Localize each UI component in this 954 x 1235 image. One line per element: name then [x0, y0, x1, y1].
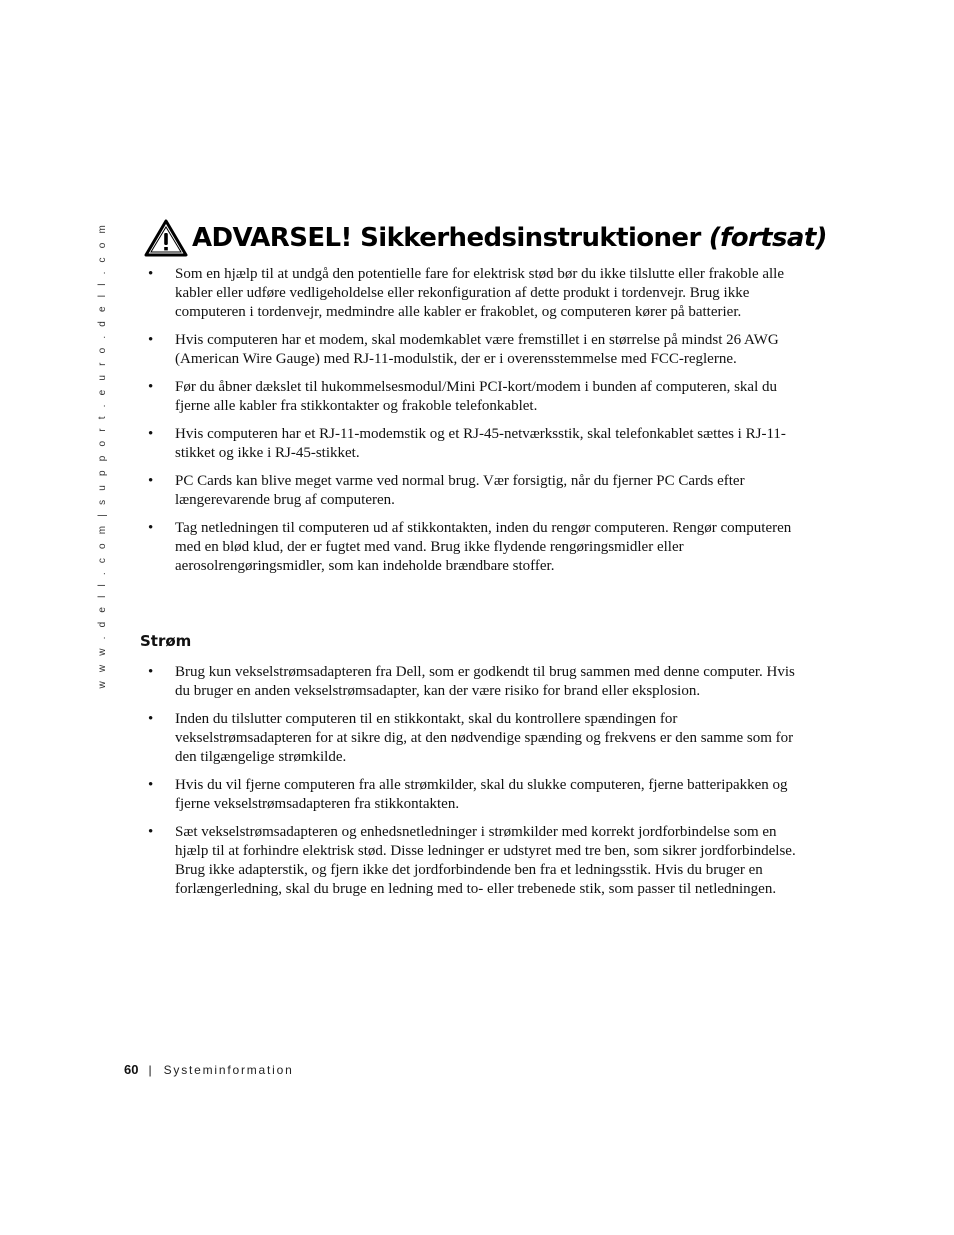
list-item: • Tag netledningen til computeren ud af stikkontakten, inden du rengør computeren. Rengør computeren med en blød klud, der er fugtet med vand. Brug ikke flydende rengøringsmidler eller aerosolrengøringsmidler, som kan indeholde brændbare stoffer.: [175, 519, 800, 576]
warning-triangle-icon: [144, 219, 188, 257]
list-item: • Før du åbner dækslet til hukommelsesmodul/Mini PCI-kort/modem i bunden af computeren, skal du fjerne alle kabler fra stikkontakter og frakoble telefonkablet.: [175, 378, 800, 416]
list-item: • Sæt vekselstrømsadapteren og enhedsnetledninger i strømkilder med korrekt jordforbindelse som en hjælp til at forhindre elektrisk stød. Disse ledninger er udstyret med tre ben, som sikrer jordforbindelse. Brug ikke adapterstik, og fjern ikke det jordforbindende ben fra et ledningsstik. Hvis du bruger en forlængerledning, skal du bruge en ledning med to- eller trebenede stik, som passer til netledningen.: [175, 823, 800, 899]
list-item: • Inden du tilslutter computeren til en stikkontakt, skal du kontrollere spændingen for vekselstrømsadapteren for at sikre dig, at den nødvendige spænding og frekvens er den samme som for den tilgængelige strømkilde.: [175, 710, 800, 767]
page-number: 60: [124, 1062, 139, 1077]
title-text: [192, 223, 827, 253]
section-heading-power: Strøm: [140, 632, 192, 650]
list-item: • Hvis du vil fjerne computeren fra alle strømkilder, skal du slukke computeren, fjerne batteripakken og fjerne vekselstrømsadapteren fra stikkontakten.: [175, 776, 800, 814]
safety-bullet-list: [175, 265, 800, 585]
page-title: [144, 218, 827, 258]
page-footer: [124, 1062, 294, 1077]
title-main: ADVARSEL! Sikkerhedsinstruktioner: [192, 223, 701, 253]
power-bullet-list: [175, 663, 800, 908]
footer-separator: |: [148, 1063, 152, 1077]
list-item: • Som en hjælp til at undgå den potentielle fare for elektrisk stød bør du ikke tilslutte eller frakoble alle kabler eller udføre vedligeholdelse eller rekonfiguration af dette produkt i tordenvejr. Brug ikke computeren i tordenvejr, medmindre alle kabler er frakoblet, og computeren kører på batterier.: [175, 265, 800, 322]
footer-section-name: Systeminformation: [163, 1063, 294, 1077]
list-item: • Hvis computeren har et RJ-11-modemstik og et RJ-45-netværksstik, skal telefonkablet sættes i RJ-11-stikket og ikke i RJ-45-stikket.: [175, 425, 800, 463]
title-italic: (fortsat): [708, 223, 827, 253]
list-item: • Hvis computeren har et modem, skal modemkablet være fremstillet i en størrelse på mindst 26 AWG (American Wire Gauge) med RJ-11-modulstik, der er i overensstemmelse med FCC-reglerne.: [175, 331, 800, 369]
side-url: w w w . d e l l . c o m | s u p p o r t . e u r o . d e l l . c o m: [97, 222, 108, 689]
list-item: • Brug kun vekselstrømsadapteren fra Dell, som er godkendt til brug sammen med denne computer. Hvis du bruger en anden vekselstrømsadapter, kan der være risiko for brand eller eksplosion.: [175, 663, 800, 701]
list-item: • PC Cards kan blive meget varme ved normal brug. Vær forsigtig, når du fjerner PC Cards efter længerevarende brug af computeren.: [175, 472, 800, 510]
